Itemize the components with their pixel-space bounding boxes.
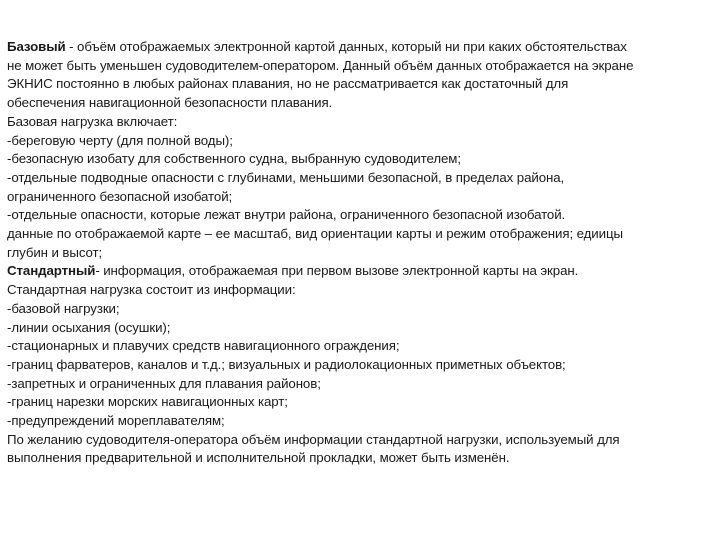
standard-line: -границ фарватеров, каналов и т.д.; визуальных и радиолокационных приметных объектов; <box>7 356 566 372</box>
basic-line: обеспечения навигационной безопасности плавания. <box>7 95 333 111</box>
basic-intro-line <box>7 38 715 57</box>
basic-line: -отдельные опасности, которые лежат внутри района, ограниченного безопасной изобатой. <box>7 207 566 223</box>
standard-line: -предупреждений мореплавателям; <box>7 413 225 429</box>
standard-line: Стандартная нагрузка состоит из информации: <box>7 282 296 298</box>
standard-line: выполнения предварительной и исполнительной прокладки, может быть изменён. <box>7 450 510 466</box>
standard-line: -линии осыхания (осушки); <box>7 319 171 335</box>
basic-intro-text: - объём отображаемых электронной картой данных, который ни при каких обстоятельствах <box>65 39 627 54</box>
basic-line: не может быть уменьшен судоводителем-оператором. Данный объём данных отображается на экране <box>7 57 634 73</box>
basic-line: -отдельные подводные опасности с глубинами, меньшими безопасной, в пределах района, <box>7 169 565 185</box>
standard-line: -границ нарезки морских навигационных карт; <box>7 394 288 410</box>
standard-intro-text: - информация, отображаемая при первом вызове электронной карты на экран. <box>95 263 579 279</box>
standard-line: По желанию судоводителя-оператора объём информации стандартной нагрузки, используемый для <box>7 431 620 447</box>
standard-line: -стационарных и плавучих средств навигационного ограждения; <box>7 338 400 354</box>
basic-line: ЭКНИС постоянно в любых районах плавания, но не рассматривается как достаточный для <box>7 76 569 92</box>
standard-line: -базовой нагрузки; <box>7 300 120 316</box>
document-body <box>7 38 715 468</box>
basic-line: -безопасную изобату для собственного судна, выбранную судоводителем; <box>7 151 461 167</box>
standard-intro-line <box>7 262 715 281</box>
standard-term: Стандартный <box>7 263 96 279</box>
basic-line: Базовая нагрузка включает: <box>7 113 178 129</box>
basic-line: глубин и высот; <box>7 244 103 260</box>
basic-term: Базовый <box>7 39 66 54</box>
basic-line: ограниченного безопасной изобатой; <box>7 188 233 204</box>
basic-line: -береговую черту (для полной воды); <box>7 132 233 148</box>
basic-line: данные по отображаемой карте – ее масштаб, вид ориентации карты и режим отображения; едиицы <box>7 226 623 242</box>
standard-line: -запретных и ограниченных для плавания районов; <box>7 375 321 391</box>
